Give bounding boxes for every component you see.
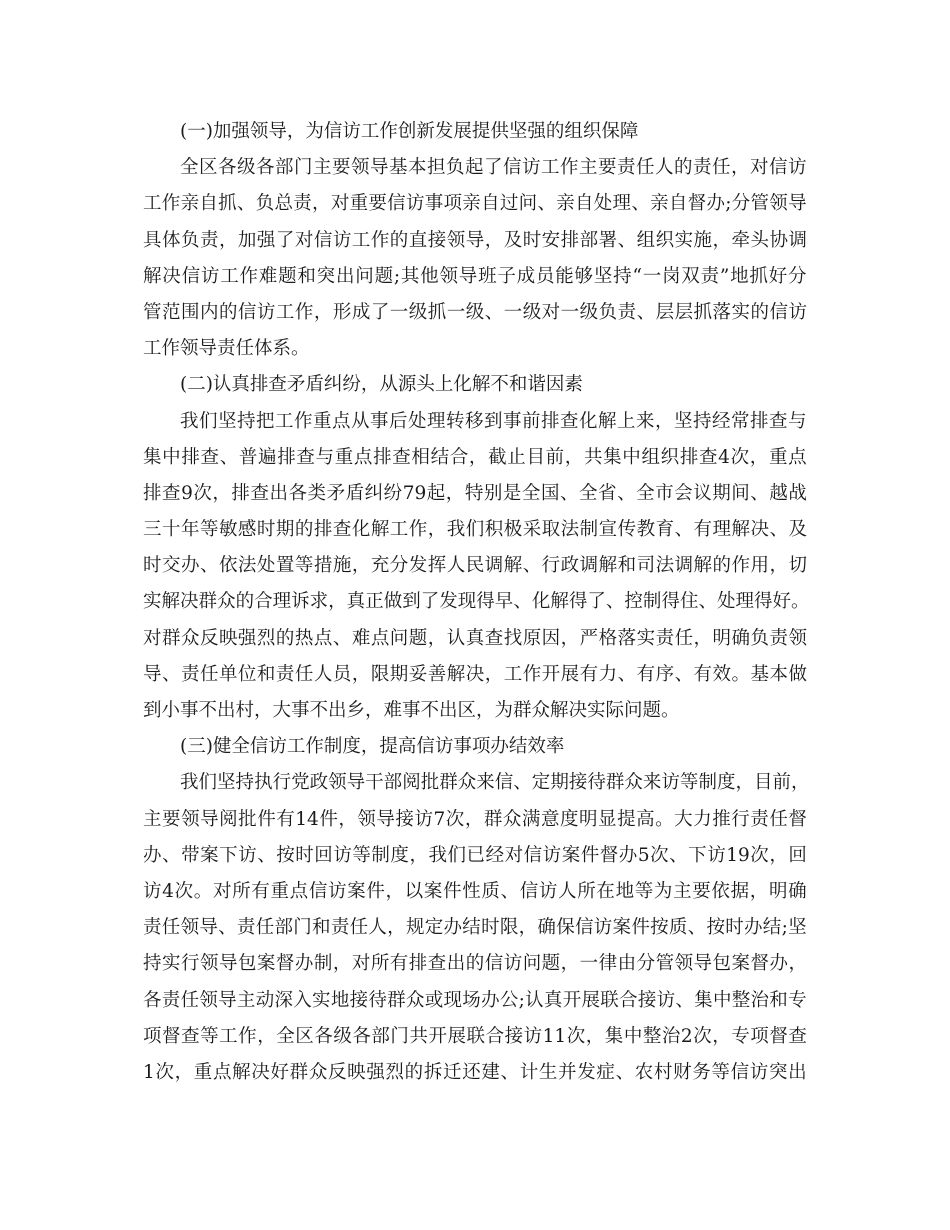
- paragraph-line: 导 、 责 任 单 位 和 责 任 人 员 ， 限 期 妥 善 解 决 ， 工 作 开 展 有 力 、 有 序 、 有 效 。 基 本 做: [143, 663, 807, 685]
- paragraph-line: 各 责 任 领 导 主 动 深 入 实 地 接 待 群 众 或 现 场 办 公 ; 认 真 开 展 联 合 接 访 、 集 中 整 治 和 专: [143, 989, 807, 1011]
- paragraph-line: 工 作 亲 自 抓 、 负 总 责 ， 对 重 要 信 访 事 项 亲 自 过 问 、 亲 自 处 理 、 亲 自 督 办 ; 分 管 领 导: [143, 193, 807, 215]
- paragraph-line: 管 范 围 内 的 信 访 工 作 ， 形 成 了 一 级 抓 一 级 、 一 级 对 一 级 负 责 、 层 层 抓 落 实 的 信 访: [143, 301, 807, 323]
- section-heading: (三)健全信访工作制度，提高信访事项办结效率: [180, 736, 565, 758]
- paragraph-line: 排 查 9 次 ， 排 查 出 各 类 矛 盾 纠 纷 79 起 ， 特 别 是 全 国 、 全 省 、 全 市 会 议 期 间 、 越 战: [143, 482, 807, 504]
- paragraph-line: 实 解 决 群 众 的 合 理 诉 求 ， 真 正 做 到 了 发 现 得 早 、 化 解 得 了 、 控 制 得 住 、 处 理 得 好 。: [143, 591, 810, 613]
- paragraph-line: 对 群 众 反 映 强 烈 的 热 点 、 难 点 问 题 ， 认 真 查 找 原 因 ， 严 格 落 实 责 任 ， 明 确 负 责 领: [143, 627, 807, 649]
- paragraph-line: 我 们 坚 持 把 工 作 重 点 从 事 后 处 理 转 移 到 事 前 排 查 化 解 上 来 ， 坚 持 经 常 排 查 与: [180, 410, 807, 432]
- paragraph-line: 三 十 年 等 敏 感 时 期 的 排 查 化 解 工 作 ， 我 们 积 极 采 取 法 制 宣 传 教 育 、 有 理 解 决 、 及: [143, 519, 807, 541]
- paragraph-line: 主 要 领 导 阅 批 件 有 14 件 ， 领 导 接 访 7 次 ， 群 众 满 意 度 明 显 提 高 。 大 力 推 行 责 任 督: [143, 808, 807, 830]
- paragraph-line: 办 、 带 案 下 访 、 按 时 回 访 等 制 度 ， 我 们 已 经 对 信 访 案 件 督 办 5 次 、 下 访 19 次 ， 回: [143, 844, 807, 866]
- paragraph-line: 1 次 ， 重 点 解 决 好 群 众 反 映 强 烈 的 拆 迁 还 建 、 计 生 并 发 症 、 农 村 财 务 等 信 访 突 出: [143, 1061, 807, 1083]
- paragraph-line: 项 督 查 等 工 作 ， 全 区 各 级 各 部 门 共 开 展 联 合 接 访 11 次 ， 集 中 整 治 2 次 ， 专 项 督 查: [143, 1025, 807, 1047]
- document-page: [143, 114, 810, 1091]
- paragraph-line: 时 交 办 、 依 法 处 置 等 措 施 ， 充 分 发 挥 人 民 调 解 、 行 政 调 解 和 司 法 调 解 的 作 用 ， 切: [143, 555, 807, 577]
- paragraph-line: 到小事不出村，大事不出乡，难事不出区，为群众解决实际问题。: [143, 700, 680, 721]
- paragraph-line: 持 实 行 领 导 包 案 督 办 制 ， 对 所 有 排 查 出 的 信 访 问 题 ， 一 律 由 分 管 领 导 包 案 督 办 ，: [143, 953, 807, 975]
- paragraph-line: 解 决 信 访 工 作 难 题 和 突 出 问 题 ; 其 他 领 导 班 子 成 员 能 够 坚 持 “ 一 岗 双 责 ” 地 抓 好 分: [143, 265, 807, 287]
- paragraph-line: 具 体 负 责 ， 加 强 了 对 信 访 工 作 的 直 接 领 导 ， 及 时 安 排 部 署 、 组 织 实 施 ， 牵 头 协 调: [143, 229, 807, 251]
- paragraph-line: 集 中 排 查 、 普 遍 排 查 与 重 点 排 查 相 结 合 ， 截 止 目 前 ， 共 集 中 组 织 排 查 4 次 ， 重 点: [143, 446, 807, 468]
- paragraph-line: 访 4 次 。 对 所 有 重 点 信 访 案 件 ， 以 案 件 性 质 、 信 访 人 所 在 地 等 为 主 要 依 据 ， 明 确: [143, 880, 807, 902]
- paragraph-line: 工作领导责任体系。: [143, 338, 310, 360]
- section-heading: (一)加强领导，为信访工作创新发展提供坚强的组织保障: [180, 121, 639, 142]
- paragraph-line: 全 区 各 级 各 部 门 主 要 领 导 基 本 担 负 起 了 信 访 工 作 主 要 责 任 人 的 责 任 ， 对 信 访: [180, 157, 807, 179]
- paragraph-line: 我 们 坚 持 执 行 党 政 领 导 干 部 阅 批 群 众 来 信 、 定 期 接 待 群 众 来 访 等 制 度 ， 目 前 ，: [180, 772, 810, 794]
- paragraph-line: 责 任 领 导 、 责 任 部 门 和 责 任 人 ， 规 定 办 结 时 限 ， 确 保 信 访 案 件 按 质 、 按 时 办 结 ; 坚: [143, 917, 807, 939]
- section-heading: (二)认真排查矛盾纠纷，从源头上化解不和谐因素: [180, 374, 583, 396]
